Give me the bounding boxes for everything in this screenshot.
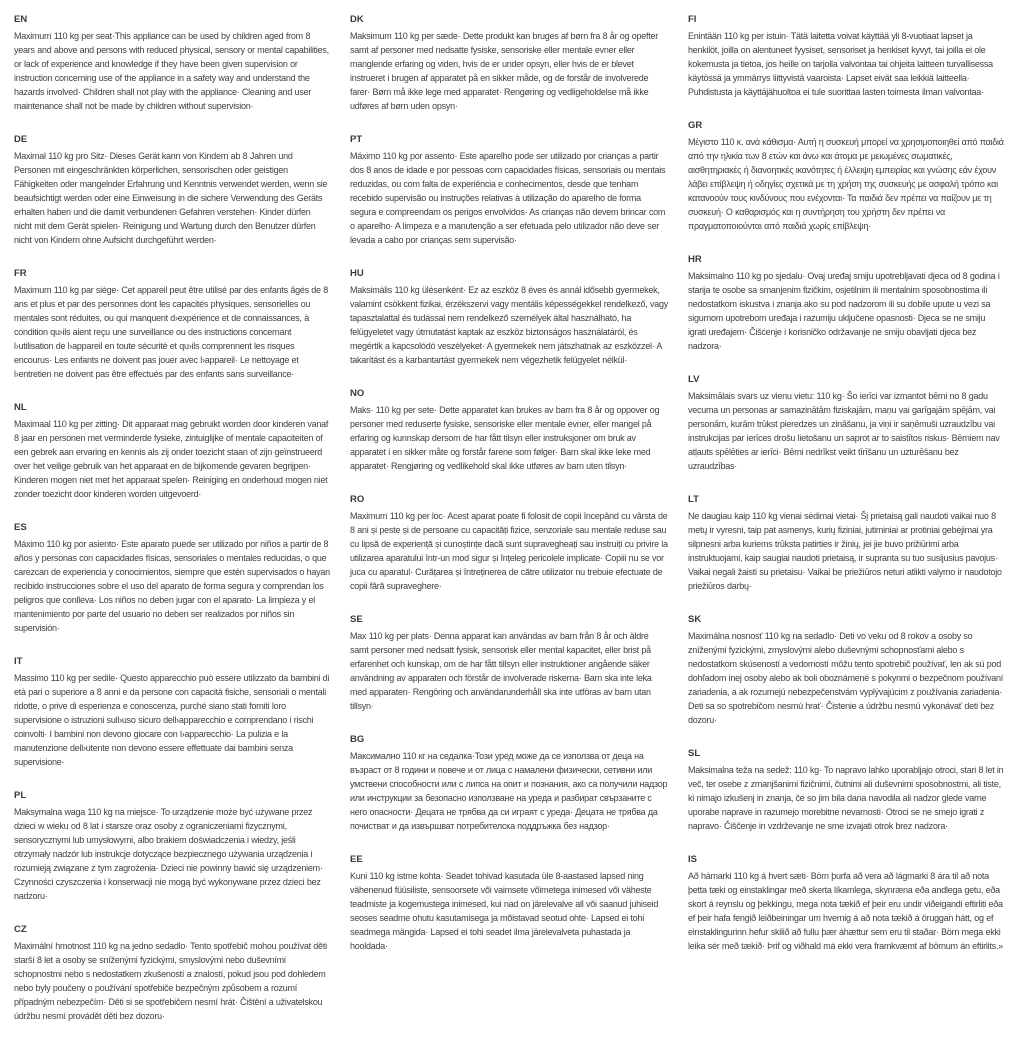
safety-text-lv: Maksimālais svars uz vienu vietu: 110 kg· Šo ierīci var izmantot bērni no 8 gadu vecuma un personas ar samazinātām fiziskajām, maņu vai garīgajām spējām, vai personām, kurām trūkst pieredzes un zināšanu, ja viņi ir saņēmuši uzraudzību vai instrukcijas par ierīces drošu lietošanu un saprot ar to saistītos riskus· Bērniem nav atļauts spēlēties ar ierīci· Bērni nedrīkst veikt tīrīšanu un uzturēšanu bez uzraudzības· [688,391,1000,471]
section-lt [688,494,1005,593]
section-dk [350,14,668,113]
safety-text-is: Að hámarki 110 kg á hvert sæti· Börn þurfa að vera að lágmarki 8 ára til að nota þetta tæki og einstaklingar með skerta líkamlega, skynræna eða andlega getu, eða skort á reynslu og þekkingu, mega nota tækið ef þeir eru undir viðeigandi eftirliti eða ef þeir hafa fengið leiðbeiningar um hvernig á að nota tækið á öruggan hátt, og ef einstaklingurinn hefur skilið að fullu þær áhættur sem eru til staðar· Börn mega ekki leika sér með tækið· Þrif og viðhald má ekki vera framkvæmt af börnum án eftirlits.» [688,871,1003,951]
column-1 [14,14,330,1044]
safety-text-cz: Maximální hmotnost 110 kg na jedno sedadlo· Tento spotřebič mohou používat děti starší 8 let a osoby se sníženými fyzickými, smyslovými nebo duševními schopnostmi nebo s nedostatkem zkušeností a znalostí, pokud jsou pod dohledem nebo byly poučeny o používání spotřebiče bezpečným způsobem a rozumí případným nebezpečím· Děti si se spotřebičem nesmí hrát· Čištění a uživatelskou údržbu nesmí provádět děti bez dozoru· [14,941,327,1021]
safety-text-de: Maximal 110 kg pro Sitz· Dieses Gerät kann von Kindern ab 8 Jahren und Personen mit eingeschränkten körperlichen, sensorischen oder geistigen Fähigkeiten oder mangelnder Erfahrung und Kenntnis verwendet werden, wenn sie beaufsichtigt werden oder eine Einweisung in die sichere Verwendung des Geräts erhalten haben und die damit verbundenen Gefahren verstehen· Kinder dürfen nicht mit dem Gerät spielen· Reinigung und Wartung durch den Benutzer dürfen nicht von Kindern ohne Aufsicht durchgeführt werden· [14,151,328,245]
language-code-fi: FI [688,14,697,25]
language-code-sk: SK [688,614,702,625]
language-code-cz: CZ [14,924,27,935]
safety-text-sk: Maximálna nosnosť 110 kg na sedadlo· Deti vo veku od 8 rokov a osoby so zníženými fyzickými, zmyslovými alebo duševnými schopnosťami alebo s nedostatkom skúseností a vedomostí môžu tento spotrebič používať, len ak sú pod dohľadom inej osoby alebo ak boli oboznámené s pokynmi o bezpečnom používaní zariadenia, a ak rozumejú nebezpečenstvám vyplývajúcim z používania zariadenia· Deti sa so spotrebičom nesmú hrať· Čistenie a údržbu nesmú vykonávať deti bez dozoru· [688,631,1004,725]
safety-text-lt: Ne daugiau kaip 110 kg vienai sėdimai vietai· Šį prietaisą gali naudoti vaikai nuo 8 metų ir vyresni, taip pat asmenys, kurių fiziniai, jutiminiai ar protiniai gebėjimai yra silpnesni arba kuriems trūksta patirties ir žinių, jei jie buvo prižiūrimi arba instruktuojami, kaip saugiai naudoti prietaisą, ir supranta su tuo susijusius pavojus· Vaikai negali žaisti su prietaisu· Vaikai be priežiūros neturi atlikti valymo ir naudotojo priežiūros darbų· [688,511,1002,591]
section-pl [14,790,330,903]
language-code-hu: HU [350,268,364,279]
language-code-sl: SL [688,748,701,759]
language-code-de: DE [14,134,28,145]
language-code-nl: NL [14,402,27,413]
section-sk [688,614,1005,727]
section-lv [688,374,1005,473]
section-bg [350,734,668,833]
section-hu [350,268,668,367]
section-fr [14,268,330,381]
section-ro [350,494,668,593]
language-code-it: IT [14,656,23,667]
safety-text-se: Max 110 kg per plats· Denna apparat kan användas av barn från 8 år och äldre samt personer med nedsatt fysisk, sensorisk eller mental kapacitet, eller brist på erfarenhet och kunskap, om de har fått tillsyn eller instruktioner angående säker användning av apparaten och förstår de involverade riskerna· Barn ska inte leka med apparaten· Rengöring och användarunderhåll ska inte utföras av barn utan tillsyn· [350,631,652,711]
safety-text-fi: Enintään 110 kg per istuin· Tätä laitetta voivat käyttää yli 8-vuotiaat lapset ja henkilöt, joilla on alentuneet fyysiset, sensoriset ja henkiset kyvyt, tai joilla ei ole kokemusta ja tietoa, jos heille on tarjolla valvontaa tai ohjeita laitteen turvallisessa käytössä ja ymmärrys liittyvistä vaaroista· Lapset eivät saa leikkiä laitteella· Puhdistusta ja käyttäjähuoltoa ei tule suorittaa lasten toimesta ilman valvontaa· [688,31,993,97]
section-nl [14,402,330,501]
language-code-no: NO [350,388,365,399]
language-code-pt: PT [350,134,363,145]
safety-text-bg: Максимално 110 кг на седалка·Този уред може да се използва от деца на възраст от 8 години и повече и от лица с намалени физически, сетивни или умствени способности или с липса на опит и познания, ако са получили надзор или инструкции за безопасно използване на уреда и разбират свързаните с него опасности· Децата не трябва да си играят с уреда· Децата не трябва да почистват и да извършват потребителска поддръжка без надзор· [350,751,668,831]
section-gr [688,120,1005,233]
language-code-dk: DK [350,14,364,25]
safety-text-fr: Maximum 110 kg par siège· Cet appareil peut être utilisé par des enfants âgés de 8 ans et plus et par des personnes dont les capacités physiques, sensorielles ou mentales sont réduites, ou qui manquent d›expérience et de connaissances, à condition qu›ils aient reçu une surveillance ou des instructions concernant l›utilisation de l›appareil en toute sécurité et qu›ils comprennent les risques encourus· Les enfants ne doivent pas jouer avec l›appareil· Le nettoyage et l›entretien ne doivent pas être effectués par des enfants sans surveillance· [14,285,329,379]
section-de [14,134,330,247]
language-code-pl: PL [14,790,27,801]
safety-text-sl: Maksimalna teža na sedež: 110 kg· To napravo lahko uporabljajo otroci, stari 8 let in več, ter osebe z zmanjšanimi fizičnimi, čutnimi ali duševnimi sposobnostmi, ali tiste, ki nimajo izkušenj in znanja, če so jim bila dana navodila ali nadzor glede varne uporabe naprave in razumejo morebitne nevarnosti· Otroci se ne smejo igrati z napravo· Čiščenje in vzdrževanje ne sme izvajati otrok brez nadzora· [688,765,1004,831]
language-code-lv: LV [688,374,700,385]
safety-text-gr: Μέγιστο 110 κ. ανά κάθισμα· Αυτή η συσκευή μπορεί να χρησιμοποιηθεί από παιδιά από την ηλικία των 8 ετών και άνω και άτομα με μειωμένες σωματικές, αισθητηριακές ή διανοητικές ικανότητες ή έλλειψη εμπειρίας και γνώσης εάν έχουν λάβει επίβλεψη ή οδηγίες σχετικά με τη χρήση της συσκευής με ασφαλή τρόπο και κατανοούν τους κινδύνους που ενέχονται· Τα παιδιά δεν πρέπει να παίζουν με τη συσκευή· Ο καθαρισμός και η συντήρηση του χρήστη δεν πρέπει να πραγματοποιούνται από παιδιά χωρίς επίβλεψη· [688,137,1004,231]
safety-text-es: Máximo 110 kg por asiento· Este aparato puede ser utilizado por niños a partir de 8 años y personas con capacidades físicas, sensoriales o mentales reducidas, o que carezcan de experiencia y conocimientos, siempre que estén supervisados o hayan recibido instrucciones sobre el uso del aparato de forma segura y comprendan los peligros que conlleva· Los niños no deben jugar con el aparato· La limpieza y el mantenimiento por parte del usuario no deben ser realizados por niños sin supervisión· [14,539,330,633]
language-code-en: EN [14,14,28,25]
language-code-fr: FR [14,268,27,279]
column-2 [350,14,668,1044]
safety-text-no: Maks· 110 kg per sete· Dette apparatet kan brukes av barn fra 8 år og oppover og personer med reduserte fysiske, sensoriske eller mentale evner, eller mangel på erfaring og kunnskap dersom de har fått tilsyn eller instruksjoner om bruk av apparatet i en sikker måte og forstår farene som følger· Barn skal ikke leke med apparatet· Rengjøring og vedlikehold skal ikke utføres av barn uten tilsyn· [350,405,660,471]
safety-text-hr: Maksimalno 110 kg po sjedalu· Ovaj uređaj smiju upotrebljavati djeca od 8 godina i starija te osobe sa smanjenim fizičkim, osjetilnim ili mentalnim sposobnostima ili nedostatkom iskustva i znanja ako su pod nadzorom ili su dobile upute u vezi sa sigurnom upotrebom uređaja i razumiju uključene opasnosti· Djeca se ne smiju igrati uređajem· Čišćenje i korisničko održavanje ne smiju obavljati djeca bez nadzora· [688,271,1000,351]
section-en [14,14,330,113]
safety-text-dk: Maksimum 110 kg per sæde· Dette produkt kan bruges af børn fra 8 år og opefter samt af personer med nedsatte fysiske, sensoriske eller mentale evner eller manglende erfaring og viden, hvis de er under opsyn, eller hvis de er blevet instrueret i brugen af apparatet på en sikker måde, og de forstår de involverede farer· Børn må ikke lege med apparatet· Rengøring og vedligeholdelse må ikke udføres af børn uden opsyn· [350,31,658,111]
section-ee [350,854,668,953]
language-code-ro: RO [350,494,365,505]
safety-text-pl: Maksymalna waga 110 kg na miejsce· To urządzenie może być używane przez dzieci w wieku od 8 lat i starsze oraz osoby z ograniczeniami fizycznymi, sensorycznymi lub umysłowymi, albo brakiem doświadczenia i wiedzy, jeśli otrzymały nadzór lub instrukcje dotyczące bezpiecznego używania urządzenia i rozumieją związane z tym zagrożenia· Dzieci nie powinny bawić się urządzeniem· Czynności czyszczenia i konserwacji nie mogą być wykonywane przez dzieci bez nadzoru· [14,807,323,901]
section-no [350,388,668,473]
language-code-es: ES [14,522,27,533]
safety-text-it: Massimo 110 kg per sedile· Questo apparecchio può essere utilizzato da bambini di età pari o superiore a 8 anni e da persone con capacità fisiche, sensoriali o mentali ridotte, o prive di esperienza e conoscenza, purché siano stati forniti loro supervisione o istruzioni sull›uso sicuro dell›apparecchio e comprendano i rischi coinvolti· I bambini non devono giocare con l›apparecchio· La pulizia e la manutenzione dell›utente non devono essere effettuate dai bambini senza supervisione· [14,673,330,767]
safety-text-en: Maximum 110 kg per seat·This appliance can be used by children aged from 8 years and above and persons with reduced physical, sensory or mental capabilities, or lack of experience and knowledge if they have been given supervision or instruction concerning use of the appliance in a safety way and understand the hazards involved· Children shall not play with the appliance· Cleaning and user maintenance shall not be made by children without supervision· [14,31,329,111]
language-code-gr: GR [688,120,703,131]
section-cz [14,924,330,1023]
language-code-lt: LT [688,494,699,505]
section-pt [350,134,668,247]
language-code-is: IS [688,854,697,865]
safety-text-nl: Maximaal 110 kg per zitting· Dit apparaat mag gebruikt worden door kinderen vanaf 8 jaar en personen met verminderde fysieke, zintuiglijke of mentale capaciteiten of een gebrek aan ervaring en kennis als zij onder toezicht staan of zijn geïnstrueerd over het veilige gebruik van het apparaat en de bijkomende gevaren begrijpen· Kinderen mogen niet met het apparaat spelen· Reiniging en onderhoud mogen niet zonder toezicht door kinderen worden uitgevoerd· [14,419,329,499]
safety-text-hu: Maksimális 110 kg ülésenként· Ez az eszköz 8 éves és annál idősebb gyermekek, valamint csökkent fizikai, érzékszervi vagy mentális képességekkel rendelkező, vagy tapasztalattal és tudással nem rendelkező személyek által használható, ha felügyeletet vagy útmutatást kaptak az eszköz biztonságos használatáról, és megértik a kapcsolódó veszélyeket· A gyermekek nem játszhatnak az eszközzel· A takarítást és a karbantartást gyermekek nem végezhetik felügyelet nélkül· [350,285,668,365]
safety-text-ro: Maximum 110 kg per loc· Acest aparat poate fi folosit de copii începând cu vârsta de 8 ani și peste și de persoane cu capacități fizice, senzoriale sau mentale reduse sau cu lipsă de experiență și cunoștințe dacă sunt supravegheați sau instruiți cu privire la utilizarea aparatului într-un mod sigur și înțeleg pericolele implicate· Copiii nu se vor juca cu aparatul· Curățarea și întreținerea de către utilizator nu trebuie efectuate de copii fără supraveghere· [350,511,668,591]
language-code-ee: EE [350,854,363,865]
safety-text-pt: Máximo 110 kg por assento· Este aparelho pode ser utilizado por crianças a partir dos 8 anos de idade e por pessoas com capacidades físicas, sensoriais ou mentais reduzidas, ou com falta de experiência e conhecimentos, desde que tenham recebido supervisão ou instruções relativas à utilização do aparelho de forma segura e compreendam os perigos envolvidos· As crianças não devem brincar com o aparelho· A limpeza e a manutenção a ser efetuada pelo utilizador não deve ser levada a cabo por crianças sem supervisão· [350,151,666,245]
section-sl [688,748,1005,833]
section-es [14,522,330,635]
column-3 [688,14,1005,1044]
language-code-hr: HR [688,254,702,265]
section-is [688,854,1005,953]
section-hr [688,254,1005,353]
safety-text-ee: Kuni 110 kg istme kohta· Seadet tohivad kasutada üle 8-aastased lapsed ning vähenenud füüsiliste, sensoorsete või vaimsete võimetega inimesed või väheste teadmiste ja kogemustega inimesed, kui nad on järelevalve all või saanud juhiseid seoses seadme ohutu kasutamisega ja mõistavad seotud ohte· Lapsed ei tohi seadmega mängida· Lapsed ei tohi seadet ilma järelevalveta puhastada ja hooldada· [350,871,659,951]
section-fi [688,14,1005,99]
section-it [14,656,330,769]
section-se [350,614,668,713]
language-code-se: SE [350,614,363,625]
language-code-bg: BG [350,734,365,745]
